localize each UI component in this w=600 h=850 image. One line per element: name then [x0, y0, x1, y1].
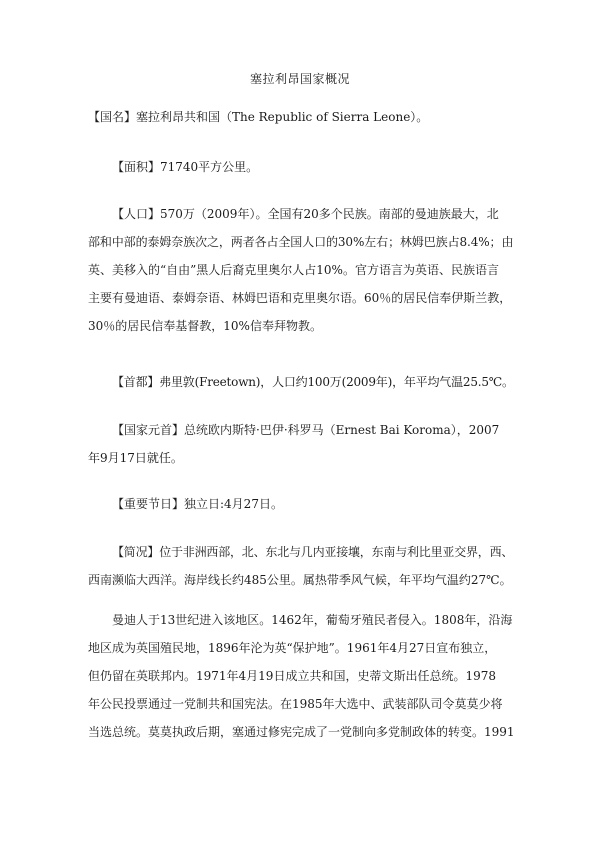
- paragraph-line: 当选总统。莫莫执政后期，塞通过修宪完成了一党制向多党制政体的转变。1991: [88, 725, 515, 739]
- paragraph-line: 【面积】71740平方公里。: [112, 160, 259, 174]
- paragraph-area: [88, 153, 516, 181]
- paragraph-line: 地区成为英国殖民地，1896年沦为英“保护地”。1961年4月27日宣布独立，: [88, 641, 497, 655]
- paragraph-line: 主要有曼迪语、泰姆奈语、林姆巴语和克里奥尔语。60％的居民信奉伊斯兰教，: [88, 291, 512, 305]
- page-title: 塞拉利昂国家概况: [249, 72, 350, 86]
- paragraph-line: 年9月17日就任。: [88, 451, 183, 465]
- paragraph-population: [88, 200, 516, 340]
- paragraph-head-of-state: [88, 416, 516, 472]
- paragraph-line: 【人口】570万（2009年）。全国有20多个民族。南部的曼迪族最大，北: [112, 207, 499, 221]
- paragraph-line: 30％的居民信奉基督教，10%信奉拜物教。: [88, 319, 322, 333]
- paragraph-line: 【简况】位于非洲西部，北、东北与几内亚接壤，东南与利比里亚交界，西、: [112, 545, 514, 559]
- paragraph-line: 英、美移入的“自由”黑人后裔克里奥尔人占10%。官方语言为英语、民族语言: [88, 263, 499, 277]
- paragraph-capital: [88, 368, 516, 396]
- paragraph-line: 西南濒临大西洋。海岸线长约485公里。属热带季风气候，年平均气温约27℃。: [88, 573, 512, 587]
- paragraph-overview: [88, 538, 516, 594]
- paragraph-country-name: [88, 103, 516, 131]
- paragraph-line: 但仍留在英联邦内。1971年4月19日成立共和国，史蒂文斯出任总统。1978: [88, 669, 496, 683]
- paragraph-line: 年公民投票通过一党制共和国宪法。在1985年大选中、武装部队司令莫莫少将: [88, 697, 503, 711]
- paragraph-line: 【首都】弗里敦(Freetown)，人口约100万(2009年)，年平均气温25.5℃。: [112, 375, 514, 389]
- paragraph-holiday: [88, 490, 516, 518]
- paragraph-history: [88, 606, 516, 746]
- paragraph-line: 曼迪人于13世纪进入该地区。1462年，葡萄牙殖民者侵入。1808年，沿海: [112, 613, 513, 627]
- paragraph-line: 部和中部的泰姆奈族次之，两者各占全国人口的30%左右；林姆巴族占8.4%；由: [88, 235, 514, 249]
- paragraph-line: 【国名】塞拉利昂共和国（The Republic of Sierra Leone）。: [88, 110, 429, 124]
- paragraph-line: 【国家元首】总统欧内斯特·巴伊·科罗马（Ernest Bai Koroma），2007: [112, 423, 500, 437]
- paragraph-line: 【重要节日】独立日:4月27日。: [112, 497, 283, 511]
